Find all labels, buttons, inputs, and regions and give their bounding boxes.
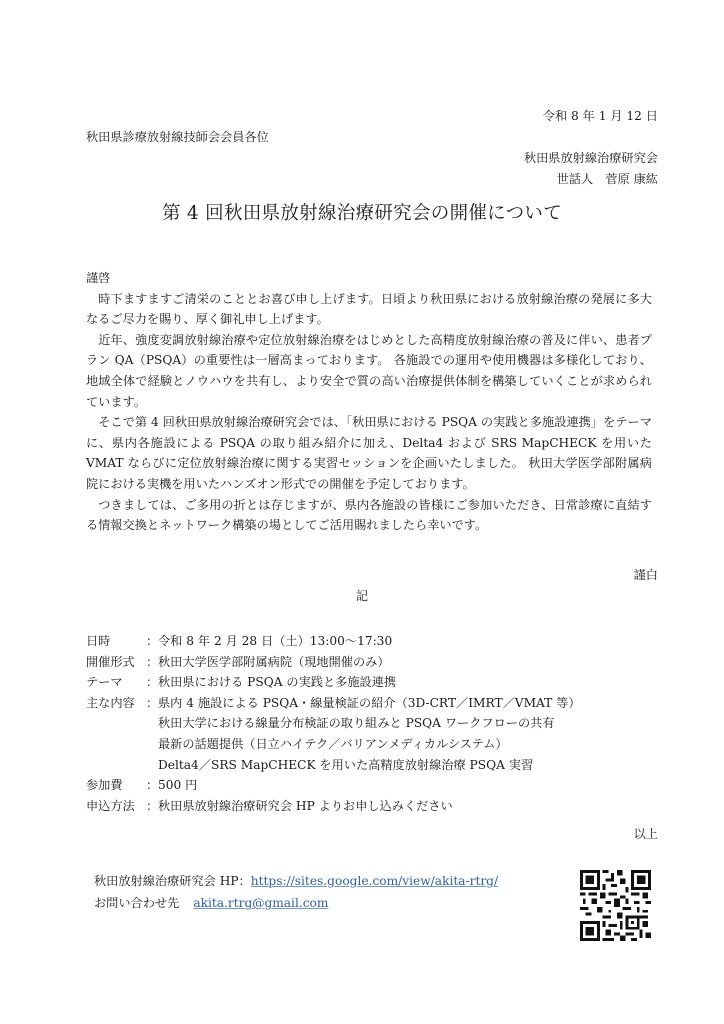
detail-label: テーマ xyxy=(86,675,123,690)
contact-footer xyxy=(94,870,498,914)
document-date: 令和 8 年 1 月 12 日 xyxy=(542,109,658,123)
body-paragraph: そこで第 4 回秋田県放射線治療研究会では、「秋田県における PSQA の実践と多施設連携」をテーマに、県内各施設による PSQA の取り組み紹介に加え、Delta4 および SRS MapCHECK を用いた VMAT ならびに定位放射線治療に関する実習セッションを企画いたしました。 秋田大学医学部附属病院における実機を用いたハンズオン形式での開催を予定しております。 xyxy=(86,415,652,491)
document-title: 第 4 回秋田県放射線治療研究会の開催について xyxy=(161,203,563,224)
detail-row-content xyxy=(86,693,581,714)
contact-label: お問い合わせ先 xyxy=(94,896,180,910)
contact-line xyxy=(94,892,498,914)
detail-value: 令和 8 年 2 月 28 日（土）13:00～17:30 xyxy=(158,634,393,648)
letter-body xyxy=(86,268,652,536)
contact-email-link[interactable]: akita.rtrg@gmail.com xyxy=(193,896,329,910)
detail-value: 秋田大学医学部附属病院（現地開催のみ） xyxy=(158,654,390,669)
closing-kenpaku: 謹白 xyxy=(633,568,658,582)
detail-value: 秋田県放射線治療研究会 HP よりお申し込みください xyxy=(158,798,453,813)
recipient: 秋田県診療放射線技師会会員各位 xyxy=(86,130,269,144)
detail-row-apply xyxy=(86,796,581,817)
sender-person: 世話人 菅原 康紘 xyxy=(556,172,658,186)
ijo-end-mark: 以上 xyxy=(633,827,658,841)
detail-value: 県内 4 施設による PSQA・線量検証の紹介（3D-CRT／IMRT／VMAT 等） xyxy=(158,695,581,710)
detail-row-format xyxy=(86,652,581,673)
event-details xyxy=(86,631,581,816)
homepage-link[interactable]: https://sites.google.com/view/akita-rtrg/ xyxy=(250,874,499,888)
detail-label: 主な内容 xyxy=(86,695,135,710)
ki-heading: 記 xyxy=(355,589,369,603)
detail-colon: ： xyxy=(146,634,159,648)
body-paragraph: 時下ますますご清栄のこととお喜び申し上げます。日頃より秋田県における放射線治療の発展に多大なるご尽力を賜り、厚く御礼申し上げます。 xyxy=(86,291,652,327)
detail-colon: ： xyxy=(146,778,159,793)
detail-colon: ： xyxy=(146,675,159,690)
detail-label: 参加費 xyxy=(86,778,123,793)
homepage-label: 秋田放射線治療研究会 HP： xyxy=(94,874,251,888)
detail-label: 開催形式 xyxy=(86,654,135,669)
detail-colon: ： xyxy=(146,654,159,669)
homepage-line xyxy=(94,870,498,892)
detail-row-theme xyxy=(86,672,581,693)
detail-value: Delta4／SRS MapCHECK を用いた高精度放射線治療 PSQA 実習 xyxy=(158,757,534,772)
detail-value: 500 円 xyxy=(158,778,198,793)
detail-label: 申込方法 xyxy=(86,798,135,813)
detail-label: 日時 xyxy=(86,634,111,648)
sender-organization: 秋田県放射線治療研究会 xyxy=(523,151,658,165)
detail-colon: ： xyxy=(146,695,159,710)
detail-value: 秋田県における PSQA の実践と多施設連携 xyxy=(158,675,397,690)
detail-value: 最新の話題提供（日立ハイテク／バリアンメディカルシステム） xyxy=(158,736,508,751)
detail-row-datetime xyxy=(86,631,581,652)
qr-code-icon xyxy=(580,870,651,941)
detail-row-fee xyxy=(86,775,581,796)
body-paragraph: 近年、強度変調放射線治療や定位放射線治療をはじめとした高精度放射線治療の普及に伴い、患者プラン QA（PSQA）の重要性は一層高まっております。 各施設での運用や使用機器は多様化しており、地域全体で経験とノウハウを共有し、より安全で質の高い治療提供体制を構築していくことが求められています。 xyxy=(86,332,652,409)
detail-colon: ： xyxy=(146,798,159,813)
body-paragraph: つきましては、ご多用の折とは存じますが、県内各施設の皆様にご参加いただき、日常診療に直結する情報交換とネットワーク構築の場としてご活用賜れましたら幸いです。 xyxy=(86,497,652,533)
opening-greeting: 謹啓 xyxy=(86,271,111,285)
detail-value: 秋田大学における線量分布検証の取り組みと PSQA ワークフローの共有 xyxy=(158,716,555,731)
